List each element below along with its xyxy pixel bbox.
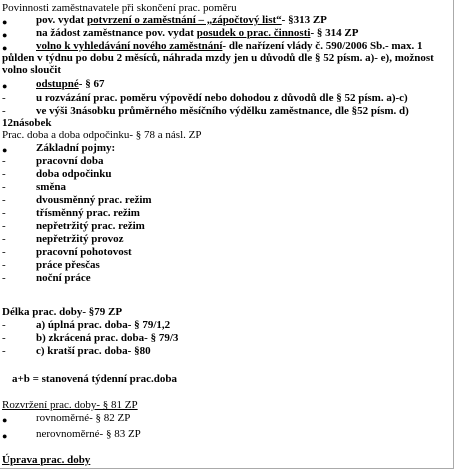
length-title: Délka prac. doby- §79 ZP bbox=[2, 306, 123, 318]
duty-text-underlined: odstupné bbox=[36, 78, 79, 90]
duty-text-post: - § 67 bbox=[78, 78, 105, 90]
dash-marker: - bbox=[2, 207, 6, 219]
bullet-icon: ● bbox=[2, 30, 8, 40]
dash-marker: - bbox=[2, 220, 6, 232]
dash-marker: - bbox=[2, 105, 6, 117]
term-item: doba odpočinku bbox=[36, 168, 112, 180]
dash-marker: - bbox=[2, 92, 6, 104]
duty-text bbox=[36, 40, 423, 52]
bullet-icon: ● bbox=[2, 431, 8, 441]
term-item: práce přesčas bbox=[36, 259, 100, 271]
bullet-icon: ● bbox=[2, 145, 8, 155]
dash-marker: - bbox=[2, 345, 6, 357]
dash-marker: - bbox=[2, 181, 6, 193]
term-item: směna bbox=[36, 181, 66, 193]
dash-marker: - bbox=[2, 259, 6, 271]
duty-text-underlined: posudek o prac. činnosti bbox=[196, 27, 311, 39]
bullet-icon: ● bbox=[2, 81, 8, 91]
distribution-item: nerovnoměrné- § 83 ZP bbox=[36, 428, 141, 440]
dash-marker: - bbox=[2, 319, 6, 331]
adjustment-title: Úprava prac. doby bbox=[2, 454, 91, 466]
bullet-icon: ● bbox=[2, 415, 8, 425]
duty-text bbox=[36, 27, 358, 39]
formula-text: a+b = stanovená týdenní prac.doba bbox=[12, 373, 178, 385]
duty-text bbox=[36, 14, 327, 26]
length-item: c) kratší prac. doba- §80 bbox=[36, 345, 151, 357]
duty-text-post: - § 314 ZP bbox=[310, 27, 359, 39]
term-item: pracovní pohotovost bbox=[36, 246, 132, 258]
length-item: a) úplná prac. doba- § 79/1,2 bbox=[36, 319, 171, 331]
bullet-icon: ● bbox=[2, 17, 8, 27]
heading-employer-duties: Povinnosti zaměstnavatele při skončení prac. poměru bbox=[2, 2, 237, 14]
dash-marker: - bbox=[2, 246, 6, 258]
dash-marker: - bbox=[2, 168, 6, 180]
duty-text-pre: na žádost zaměstnance pov. vydat bbox=[36, 27, 197, 39]
dash-marker: - bbox=[2, 332, 6, 344]
distribution-item: rovnoměrné- § 82 ZP bbox=[36, 412, 131, 424]
dash-marker: - bbox=[2, 272, 6, 284]
dash-marker: - bbox=[2, 194, 6, 206]
duty-text-underlined: potvrzení o zaměstnání – „zápočtový list“ bbox=[87, 14, 282, 26]
severance-text-continuation: 12násobek bbox=[2, 117, 52, 129]
heading-working-time: Prac. doba a doba odpočinku- § 78 a násl. ZP bbox=[2, 129, 202, 141]
length-item: b) zkrácená prac. doba- § 79/3 bbox=[36, 332, 179, 344]
duty-text-post: - §313 ZP bbox=[281, 14, 327, 26]
duty-text-post: - dle nařízení vlády č. 590/2006 Sb.- max. 1 bbox=[222, 40, 423, 52]
severance-text: ve výši 3násobku průměrného měsíčního výdělku zaměstnance, dle §52 písm. d) bbox=[36, 105, 409, 117]
term-item: pracovní doba bbox=[36, 155, 104, 167]
dash-marker: - bbox=[2, 155, 6, 167]
bullet-icon: ● bbox=[2, 43, 8, 53]
term-item: dvousměnný prac. režim bbox=[36, 194, 152, 206]
basic-terms-title: Základní pojmy: bbox=[36, 142, 116, 154]
duty-text-continuation: půlden v týdnu po dobu 2 měsíců, náhrada mzdy jen u důvodů dle § 52 písm. a)- e), možnost volno sloučit bbox=[2, 52, 434, 77]
duty-text-underlined: volno k vyhledávání nového zaměstnání bbox=[36, 40, 223, 52]
term-item: nepřetržitý prac. režim bbox=[36, 220, 145, 232]
term-item: nepřetržitý provoz bbox=[36, 233, 124, 245]
distribution-title: Rozvržení prac. doby- § 81 ZP bbox=[2, 399, 138, 411]
term-item: třísměnný prac. režim bbox=[36, 207, 140, 219]
duty-text bbox=[36, 78, 104, 90]
term-item: noční práce bbox=[36, 272, 91, 284]
severance-text: u rozvázání prac. poměru výpovědí nebo dohodou z důvodů dle § 52 písm. a)-c) bbox=[36, 92, 408, 104]
dash-marker: - bbox=[2, 233, 6, 245]
duty-text-pre: pov. vydat bbox=[36, 14, 88, 26]
